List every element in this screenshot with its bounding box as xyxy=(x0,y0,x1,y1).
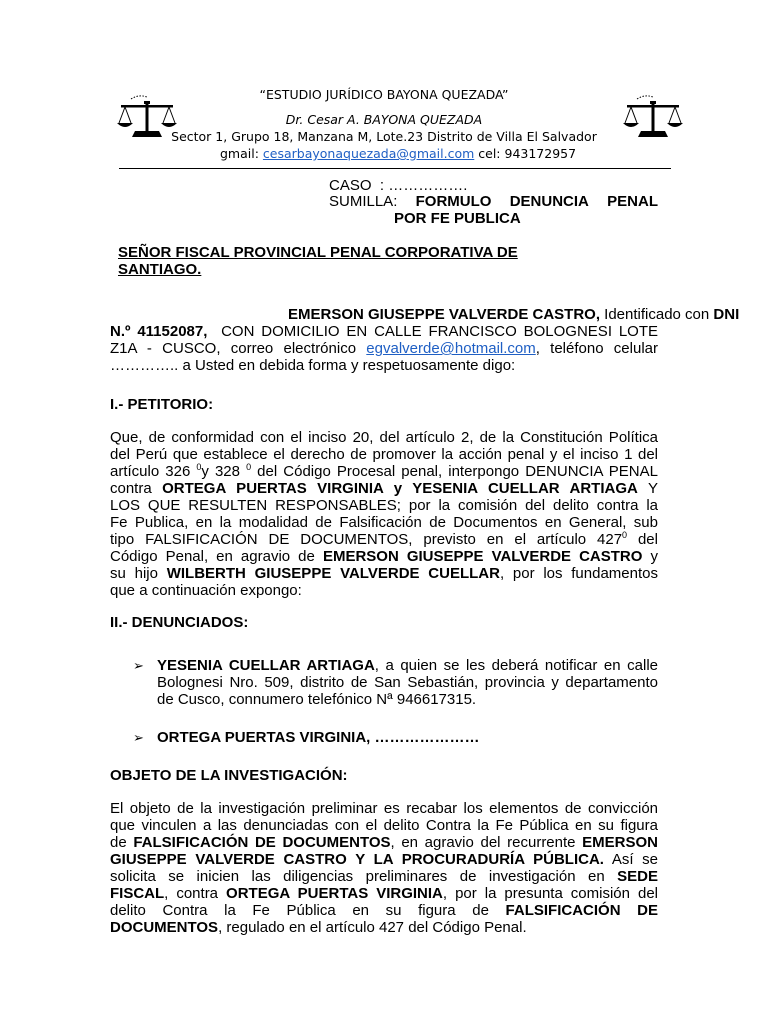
firm-name: “ESTUDIO JURÍDICO BAYONA QUEZADA” xyxy=(259,87,509,102)
intro-text-2: CON DOMICILIO EN CALLE FRANCISCO BOLOGNESI LOTE xyxy=(221,323,658,340)
sumilla-word-1: FORMULO xyxy=(415,193,492,210)
complainant-name: EMERSON GIUSEPPE VALVERDE CASTRO, xyxy=(288,306,600,323)
sede-text: SEDE xyxy=(617,868,658,885)
objeto-text: Así se xyxy=(611,851,658,868)
firm-contact xyxy=(220,146,576,161)
arrow-bullet-icon: ➢ xyxy=(133,730,144,745)
petitorio-text: y xyxy=(650,548,658,565)
addressee xyxy=(118,244,518,278)
firm-cel: cel: 943172957 xyxy=(478,146,577,161)
accused-2-name: ORTEGA PUERTAS VIRGINIA xyxy=(226,885,443,902)
petitorio-line-6: Fe Publica, en la modalidad de Falsificación de Documentos en General, sub xyxy=(110,514,658,531)
objeto-heading: OBJETO DE LA INVESTIGACIÓN: xyxy=(110,767,348,784)
accused-1-text: de Cusco, connumero telefónico Nª 946617315. xyxy=(157,691,477,708)
petitorio-text: y 328 xyxy=(201,463,240,480)
denunciados-heading: II.- DENUNCIADOS: xyxy=(110,614,249,631)
crime-name: DOCUMENTOS xyxy=(110,919,219,936)
sumilla-line-2: POR FE PUBLICA xyxy=(394,210,521,227)
superscript: 0 xyxy=(246,462,252,472)
petitorio-line-5: LOS QUE RESULTEN RESPONSABLES; por la comisión del delito contra la xyxy=(110,497,658,514)
objeto-text: , en agravio del recurrente xyxy=(390,834,576,851)
sumilla-block xyxy=(329,193,658,227)
victim-name: EMERSON xyxy=(582,834,658,851)
lawyer-name: Dr. Cesar A. BAYONA QUEZADA xyxy=(285,112,483,127)
objeto-line-2: que vinculen a las denunciadas con el delito Contra la Fe Pública en su figura xyxy=(110,817,658,834)
petitorio-text: artículo 326 xyxy=(110,463,191,480)
gmail-label: gmail: xyxy=(220,146,259,161)
caso-line xyxy=(329,177,467,194)
objeto-text: de xyxy=(110,834,127,851)
superscript: 0 xyxy=(196,462,202,472)
petitorio-text: Código Penal, en agravio de xyxy=(110,548,315,565)
objeto-text: solicita se inicien las diligencias preliminares de investigación en xyxy=(110,868,605,885)
accused-2-name: ORTEGA PUERTAS VIRGINIA, ………………… xyxy=(157,729,480,746)
petitorio-line-1: Que, de conformidad con el inciso 20, del artículo 2, de la Constitución Política xyxy=(110,429,658,446)
petitorio-text: su hijo xyxy=(110,565,158,582)
accused-1-text: Bolognesi Nro. 509, distrito de San Sebastián, provincia y departamento xyxy=(157,674,658,691)
petitorio-text: del xyxy=(637,531,658,548)
crime-name: FALSIFICACIÓN DE DOCUMENTOS xyxy=(133,834,391,851)
victim-son-name: WILBERTH GIUSEPPE VALVERDE CUELLAR xyxy=(166,565,500,582)
caso-separator: : xyxy=(379,177,385,194)
objeto-text: delito Contra la Fe Pública en su figura de xyxy=(110,902,489,919)
dni-number: N.º 41152087, xyxy=(110,323,208,340)
intro-text-4: , teléfono celular xyxy=(535,340,658,357)
arrow-bullet-icon: ➢ xyxy=(133,658,144,673)
petitorio-heading: I.- PETITORIO: xyxy=(110,396,214,413)
petitorio-text: , por los fundamentos xyxy=(499,565,658,582)
accused-1-text: , a quien se les deberá notificar en calle xyxy=(374,657,658,674)
intro-text-5: ………….. a Usted en debida forma y respetuosamente digo: xyxy=(110,357,516,374)
petitorio-line-2: del Perú que establece el derecho de promover la acción penal y el inciso 1 del xyxy=(110,446,658,463)
accused-names: ORTEGA PUERTAS VIRGINIA y YESENIA CUELLAR ARTIAGA xyxy=(162,480,638,497)
intro-text-3: Z1A - CUSCO, correo electrónico xyxy=(110,340,357,357)
petitorio-text: tipo FALSIFICACIÓN DE DOCUMENTOS, previsto en el artículo 427 xyxy=(110,531,623,548)
objeto-text: , regulado en el artículo 427 del Código Penal. xyxy=(218,919,527,936)
petitorio-paragraph xyxy=(110,429,658,599)
addressee-line-1: SEÑOR FISCAL PROVINCIAL PENAL CORPORATIVA DE xyxy=(118,244,518,261)
fiscal-text: FISCAL xyxy=(110,885,165,902)
sumilla-word-2: DENUNCIA xyxy=(509,193,589,210)
intro-text-1: Identificado con xyxy=(604,306,710,323)
petitorio-text: Y xyxy=(648,480,659,497)
objeto-paragraph xyxy=(110,800,658,936)
sumilla-word-3: PENAL xyxy=(607,193,658,210)
caso-label: CASO xyxy=(329,177,372,194)
petitorio-line-10: que a continuación expongo: xyxy=(110,582,302,599)
objeto-line-1: El objeto de la investigación preliminar es recabar los elementos de convicción xyxy=(110,800,658,817)
firm-email-link[interactable]: cesarbayonaquezada@gmail.com xyxy=(262,146,475,161)
firm-address: Sector 1, Grupo 18, Manzana M, Lote.23 Distrito de Villa El Salvador xyxy=(171,129,597,144)
crime-name: FALSIFICACIÓN DE xyxy=(505,902,658,919)
addressee-line-2: SANTIAGO. xyxy=(118,261,202,278)
petitorio-text: del Código Procesal penal, interpongo DENUNCIA PENAL xyxy=(257,463,658,480)
accused-1-name: YESENIA CUELLAR ARTIAGA xyxy=(157,657,375,674)
caso-value: ……………. xyxy=(388,177,468,194)
petitorio-text: contra xyxy=(110,480,152,497)
dni-label: DNI xyxy=(713,306,740,323)
superscript: 0 xyxy=(622,530,628,540)
header-divider xyxy=(119,168,671,169)
objeto-text: , contra xyxy=(164,885,219,902)
victim-name: EMERSON GIUSEPPE VALVERDE CASTRO xyxy=(322,548,643,565)
sumilla-label: SUMILLA: xyxy=(329,193,398,210)
objeto-text: , por la presunta comisión del xyxy=(442,885,659,902)
victim-name: GIUSEPPE VALVERDE CASTRO Y LA PROCURADURÍA PÚBLICA. xyxy=(110,851,604,868)
complainant-email-link[interactable]: egvalverde@hotmail.com xyxy=(366,340,536,357)
intro-paragraph xyxy=(110,306,740,374)
